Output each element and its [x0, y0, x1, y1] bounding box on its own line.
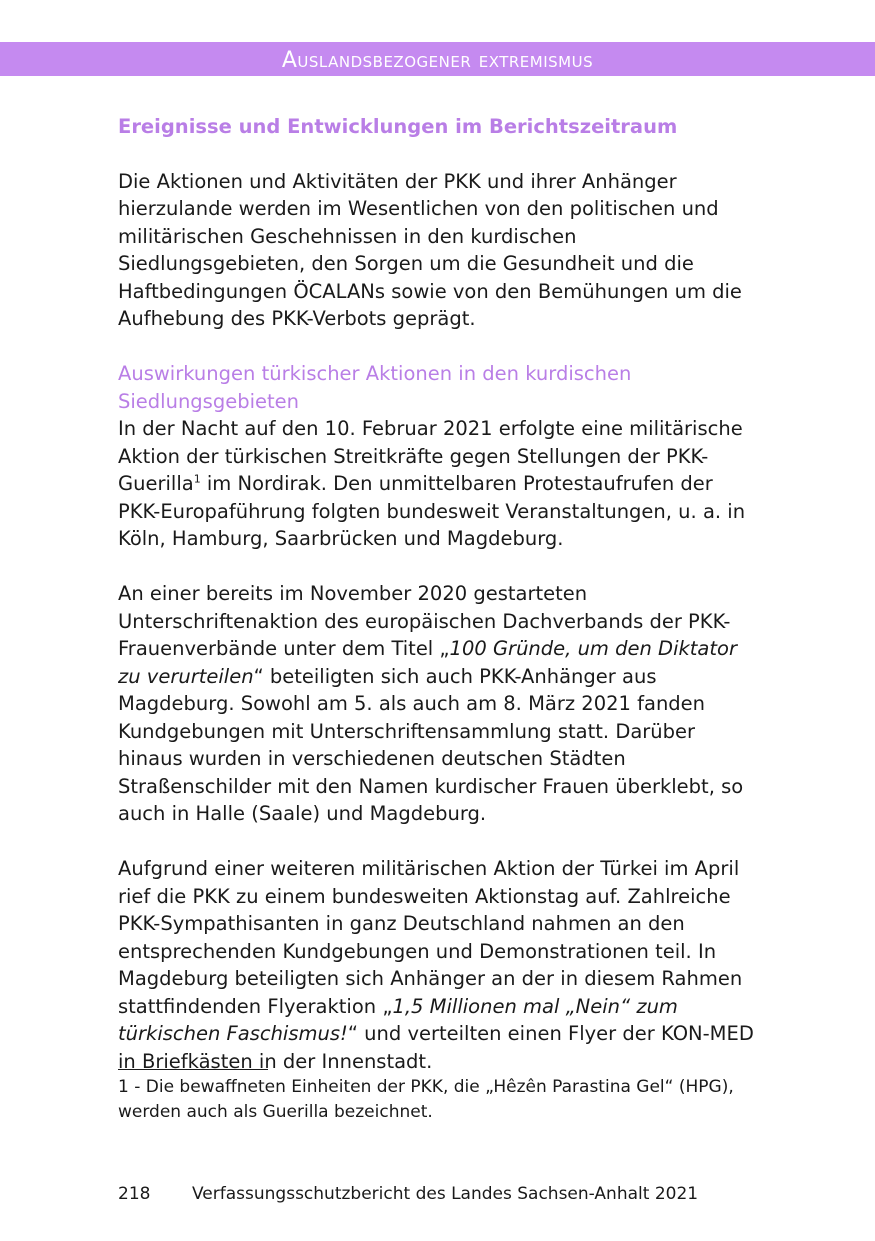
- footnote-divider: [118, 1069, 268, 1070]
- paragraph-3-text-b: “ und verteilten einen Flyer der KON-MED in Briefkästen in der Innenstadt.: [118, 1022, 754, 1073]
- paragraph-2-text-a: An einer bereits im November 2020 gestarteten Unterschriftenaktion des europäischen Dachverbands der PKK-Frauenverbände unter dem Titel „: [118, 582, 731, 660]
- paragraph-1-text-b: im Nordirak. Den unmittelbaren Protestaufrufen der PKK-Europaführung folgten bundesweit Veranstaltungen, u. a. in Köln, Hamburg, Saarbrücken und Magdeburg.: [118, 472, 746, 550]
- paragraph-1-text-a: In der Nacht auf den 10. Februar 2021 erfolgte eine militärische Aktion der türkischen Streitkräfte gegen Stellungen der PKK-Guerilla: [118, 417, 743, 495]
- chapter-title: Auslandsbezogener extremismus: [281, 48, 594, 73]
- paragraph-1: [118, 415, 758, 553]
- page-footer: [118, 1182, 818, 1206]
- paragraph-2: [118, 580, 758, 828]
- paragraph-3-italic-title: 1,5 Millionen mal „Nein“ zum türkischen Faschismus!: [118, 994, 678, 1045]
- paragraph-2-text-b: “ beteiligten sich auch PKK-Anhänger aus Magdeburg. Sowohl am 5. als auch am 8. März 2021 fanden Kundgebungen mit Unterschriftensammlung statt. Darüber hinaus wurden in verschiedenen deutschen Städten Straßenschilder mit den Namen kurdischer Frauen überklebt, so auch in Halle (Saale) und Magdeburg.: [118, 664, 744, 825]
- footnote-reference: 1: [193, 472, 201, 486]
- paragraph-3: [118, 855, 758, 1075]
- paragraph-3-text-a: Aufgrund einer weiteren militärischen Aktion der Türkei im April rief die PKK zu einem bundesweiten Aktionstag auf. Zahlreiche PKK-Sympathisanten in ganz Deutschland nahmen an den entsprechenden Kundgebungen und Demonstrationen teil. In Magdeburg beteiligten sich Anhänger an der in diesem Rahmen stattfindenden Flyeraktion „: [118, 857, 743, 1018]
- section-heading: Ereignisse und Entwicklungen im Berichtszeitraum: [118, 115, 678, 138]
- paragraph-2-italic-title: 100 Gründe, um den Diktator zu verurteilen: [118, 637, 737, 688]
- subsection-heading: Auswirkungen türkischer Aktionen in den kurdischen Siedlungsgebieten: [118, 362, 632, 413]
- publication-title: Verfassungsschutzbericht des Landes Sachsen-Anhalt 2021: [192, 1184, 699, 1204]
- page-number: 218: [118, 1184, 151, 1204]
- main-content: [118, 113, 758, 1103]
- intro-paragraph: Die Aktionen und Aktivitäten der PKK und ihrer Anhänger hierzulande werden im Wesentlichen von den politischen und militärischen Geschehnissen in den kurdischen Siedlungsgebieten, den Sorgen um die Gesundheit und die Haftbedingungen ÖCALANs sowie von den Bemühungen um die Aufhebung des PKK-Verbots geprägt.: [118, 169, 742, 330]
- footnote-text: 1 - Die bewaffneten Einheiten der PKK, die „Hêzên Parastina Gel“ (HPG), werden auch als Guerilla bezeichnet.: [118, 1077, 734, 1122]
